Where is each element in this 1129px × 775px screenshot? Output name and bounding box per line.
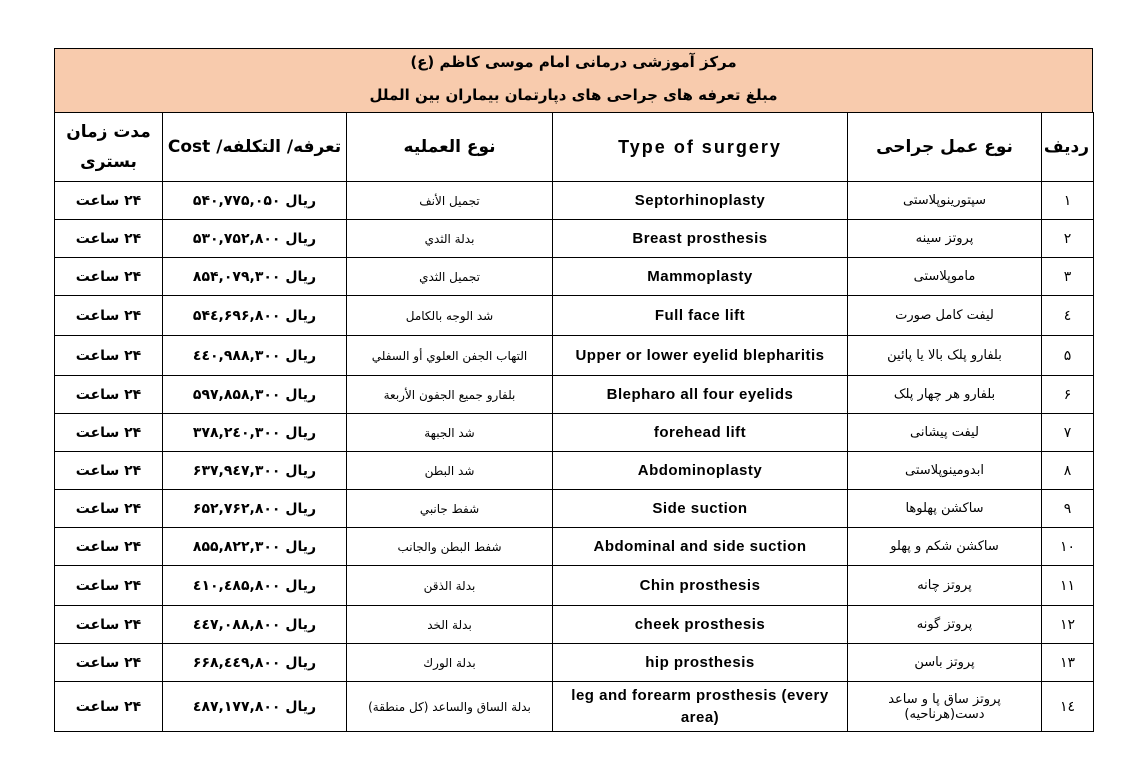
tariff-sheet: [54, 48, 1093, 732]
col-header-stay-line1: مدت زمان: [66, 122, 151, 142]
surgery-name-ar: التهاب الجفن العلوي أو السفلي: [347, 336, 553, 376]
surgery-name-ar: بدلة الساق والساعد (كل منطقة): [347, 682, 553, 732]
col-header-surgery-ar: نوع العمليه: [347, 113, 553, 182]
row-number: ۱۱: [1042, 566, 1094, 606]
table-row: [55, 376, 1094, 414]
row-number: ۱٤: [1042, 682, 1094, 732]
surgery-name-en: leg and forearm prosthesis (every area): [553, 682, 848, 732]
surgery-cost: ریال ٤۱۰,٤۸۵,۸۰۰: [163, 566, 347, 606]
surgery-cost: ریال ٤٤۷,۰۸۸,۸۰۰: [163, 606, 347, 644]
surgery-name-ar: بدلة الخد: [347, 606, 553, 644]
table-row: [55, 414, 1094, 452]
surgery-cost: ریال ۶۶۸,٤٤۹,۸۰۰: [163, 644, 347, 682]
hospital-title: مرکز آموزشی درمانی امام موسی کاظم (ع): [410, 53, 737, 71]
table-body: [55, 182, 1094, 732]
hospital-stay: ۲۴ ساعت: [55, 182, 163, 220]
surgery-cost: ریال ۸۵۴,۰۷۹,۳۰۰: [163, 258, 347, 296]
surgery-name-ar: شفط جانبي: [347, 490, 553, 528]
col-header-surgery-en: Type of surgery: [553, 113, 848, 182]
table-row: [55, 182, 1094, 220]
surgery-name-ar: شفط البطن والجانب: [347, 528, 553, 566]
surgery-cost: ریال ۸۵۵,۸۲۲,۳۰۰: [163, 528, 347, 566]
surgery-name-fa: ماموپلاستی: [848, 258, 1042, 296]
surgery-cost: ریال ۶۳۷,۹٤۷,۳۰۰: [163, 452, 347, 490]
surgery-name-ar: بدلة الثدي: [347, 220, 553, 258]
surgery-name-en: Upper or lower eyelid blepharitis: [553, 336, 848, 376]
hospital-stay: ۲۴ ساعت: [55, 528, 163, 566]
col-header-stay: [55, 113, 163, 182]
surgery-name-fa: ساکشن پهلوها: [848, 490, 1042, 528]
table-row: [55, 528, 1094, 566]
surgery-cost: ریال ۵۴٤,۶۹۶,۸۰۰: [163, 296, 347, 336]
surgery-name-fa: پروتز ساق پا و ساعد دست(هرناحیه): [848, 682, 1042, 732]
surgery-name-fa: لیفت پیشانی: [848, 414, 1042, 452]
table-row: [55, 682, 1094, 732]
hospital-stay: ۲۴ ساعت: [55, 336, 163, 376]
surgery-name-en: Abdominal and side suction: [553, 528, 848, 566]
surgery-name-fa: پروتز سینه: [848, 220, 1042, 258]
col-header-row-number: ردیف: [1042, 113, 1094, 182]
hospital-stay: ۲۴ ساعت: [55, 606, 163, 644]
table-row: [55, 336, 1094, 376]
surgery-name-ar: شد البطن: [347, 452, 553, 490]
surgery-cost: ریال ۵۳۰,۷۵۲,۸۰۰: [163, 220, 347, 258]
surgery-cost: ریال ۵۹۷,۸۵۸,۳۰۰: [163, 376, 347, 414]
tariff-subtitle: مبلغ تعرفه های جراحی های دپارتمان بیماران بین الملل: [369, 86, 778, 104]
row-number: ۱۰: [1042, 528, 1094, 566]
row-number: ۳: [1042, 258, 1094, 296]
surgery-cost: ریال ۵۴۰,۷۷۵,۰۵۰: [163, 182, 347, 220]
surgery-name-en: Septorhinoplasty: [553, 182, 848, 220]
hospital-stay: ۲۴ ساعت: [55, 376, 163, 414]
surgery-name-fa: ابدومینوپلاستی: [848, 452, 1042, 490]
surgery-cost: ریال ٤٤۰,۹۸۸,۳۰۰: [163, 336, 347, 376]
table-row: [55, 566, 1094, 606]
row-number: ۸: [1042, 452, 1094, 490]
col-header-surgery-fa: نوع عمل جراحی: [848, 113, 1042, 182]
hospital-stay: ۲۴ ساعت: [55, 220, 163, 258]
surgery-name-ar: شد الوجه بالكامل: [347, 296, 553, 336]
row-number: ۱۲: [1042, 606, 1094, 644]
surgery-name-ar: بلفارو جميع الجفون الأربعة: [347, 376, 553, 414]
surgery-name-fa: پروتز چانه: [848, 566, 1042, 606]
surgery-name-fa: پروتز باسن: [848, 644, 1042, 682]
table-row: [55, 220, 1094, 258]
hospital-stay: ۲۴ ساعت: [55, 414, 163, 452]
surgery-name-en: hip prosthesis: [553, 644, 848, 682]
row-number: ۹: [1042, 490, 1094, 528]
table-row: [55, 296, 1094, 336]
row-number: ۷: [1042, 414, 1094, 452]
surgery-name-ar: بدلة الذقن: [347, 566, 553, 606]
surgery-name-en: Abdominoplasty: [553, 452, 848, 490]
surgery-cost: ریال ۳۷۸,۲٤۰,۳۰۰: [163, 414, 347, 452]
surgery-tariff-table: [54, 112, 1094, 732]
hospital-stay: ۲۴ ساعت: [55, 296, 163, 336]
surgery-name-en: Full face lift: [553, 296, 848, 336]
hospital-stay: ۲۴ ساعت: [55, 258, 163, 296]
surgery-name-ar: تجميل الثدي: [347, 258, 553, 296]
table-row: [55, 606, 1094, 644]
surgery-name-ar: تجميل الأنف: [347, 182, 553, 220]
col-header-cost: تعرفه/ التكلفه/ Cost: [163, 113, 347, 182]
row-number: ۲: [1042, 220, 1094, 258]
table-header-row: [55, 113, 1094, 182]
row-number: ۶: [1042, 376, 1094, 414]
table-row: [55, 258, 1094, 296]
surgery-name-fa: بلفارو هر چهار پلک: [848, 376, 1042, 414]
surgery-name-fa: سپتورینوپلاستی: [848, 182, 1042, 220]
table-row: [55, 490, 1094, 528]
surgery-name-en: Blepharo all four eyelids: [553, 376, 848, 414]
hospital-stay: ۲۴ ساعت: [55, 644, 163, 682]
surgery-cost: ریال ۶۵۲,۷۶۲,۸۰۰: [163, 490, 347, 528]
surgery-cost: ریال ٤۸۷,۱۷۷,۸۰۰: [163, 682, 347, 732]
surgery-name-fa: پروتز گونه: [848, 606, 1042, 644]
surgery-name-fa: ساکشن شکم و پهلو: [848, 528, 1042, 566]
surgery-name-en: Mammoplasty: [553, 258, 848, 296]
surgery-name-en: Breast prosthesis: [553, 220, 848, 258]
surgery-name-en: cheek prosthesis: [553, 606, 848, 644]
row-number: ۱۳: [1042, 644, 1094, 682]
hospital-stay: ۲۴ ساعت: [55, 452, 163, 490]
table-row: [55, 452, 1094, 490]
hospital-stay: ۲۴ ساعت: [55, 566, 163, 606]
surgery-name-ar: بدلة الورك: [347, 644, 553, 682]
surgery-name-en: Chin prosthesis: [553, 566, 848, 606]
sheet-header: [54, 48, 1093, 112]
surgery-name-fa: لیفت کامل صورت: [848, 296, 1042, 336]
row-number: ۵: [1042, 336, 1094, 376]
col-header-stay-line2: بستری: [80, 152, 137, 172]
surgery-name-en: Side suction: [553, 490, 848, 528]
hospital-stay: ۲۴ ساعت: [55, 682, 163, 732]
row-number: ۱: [1042, 182, 1094, 220]
row-number: ٤: [1042, 296, 1094, 336]
surgery-name-fa: بلفارو پلک بالا یا پائین: [848, 336, 1042, 376]
hospital-stay: ۲۴ ساعت: [55, 490, 163, 528]
surgery-name-ar: شد الجبهة: [347, 414, 553, 452]
table-row: [55, 644, 1094, 682]
surgery-name-en: forehead lift: [553, 414, 848, 452]
